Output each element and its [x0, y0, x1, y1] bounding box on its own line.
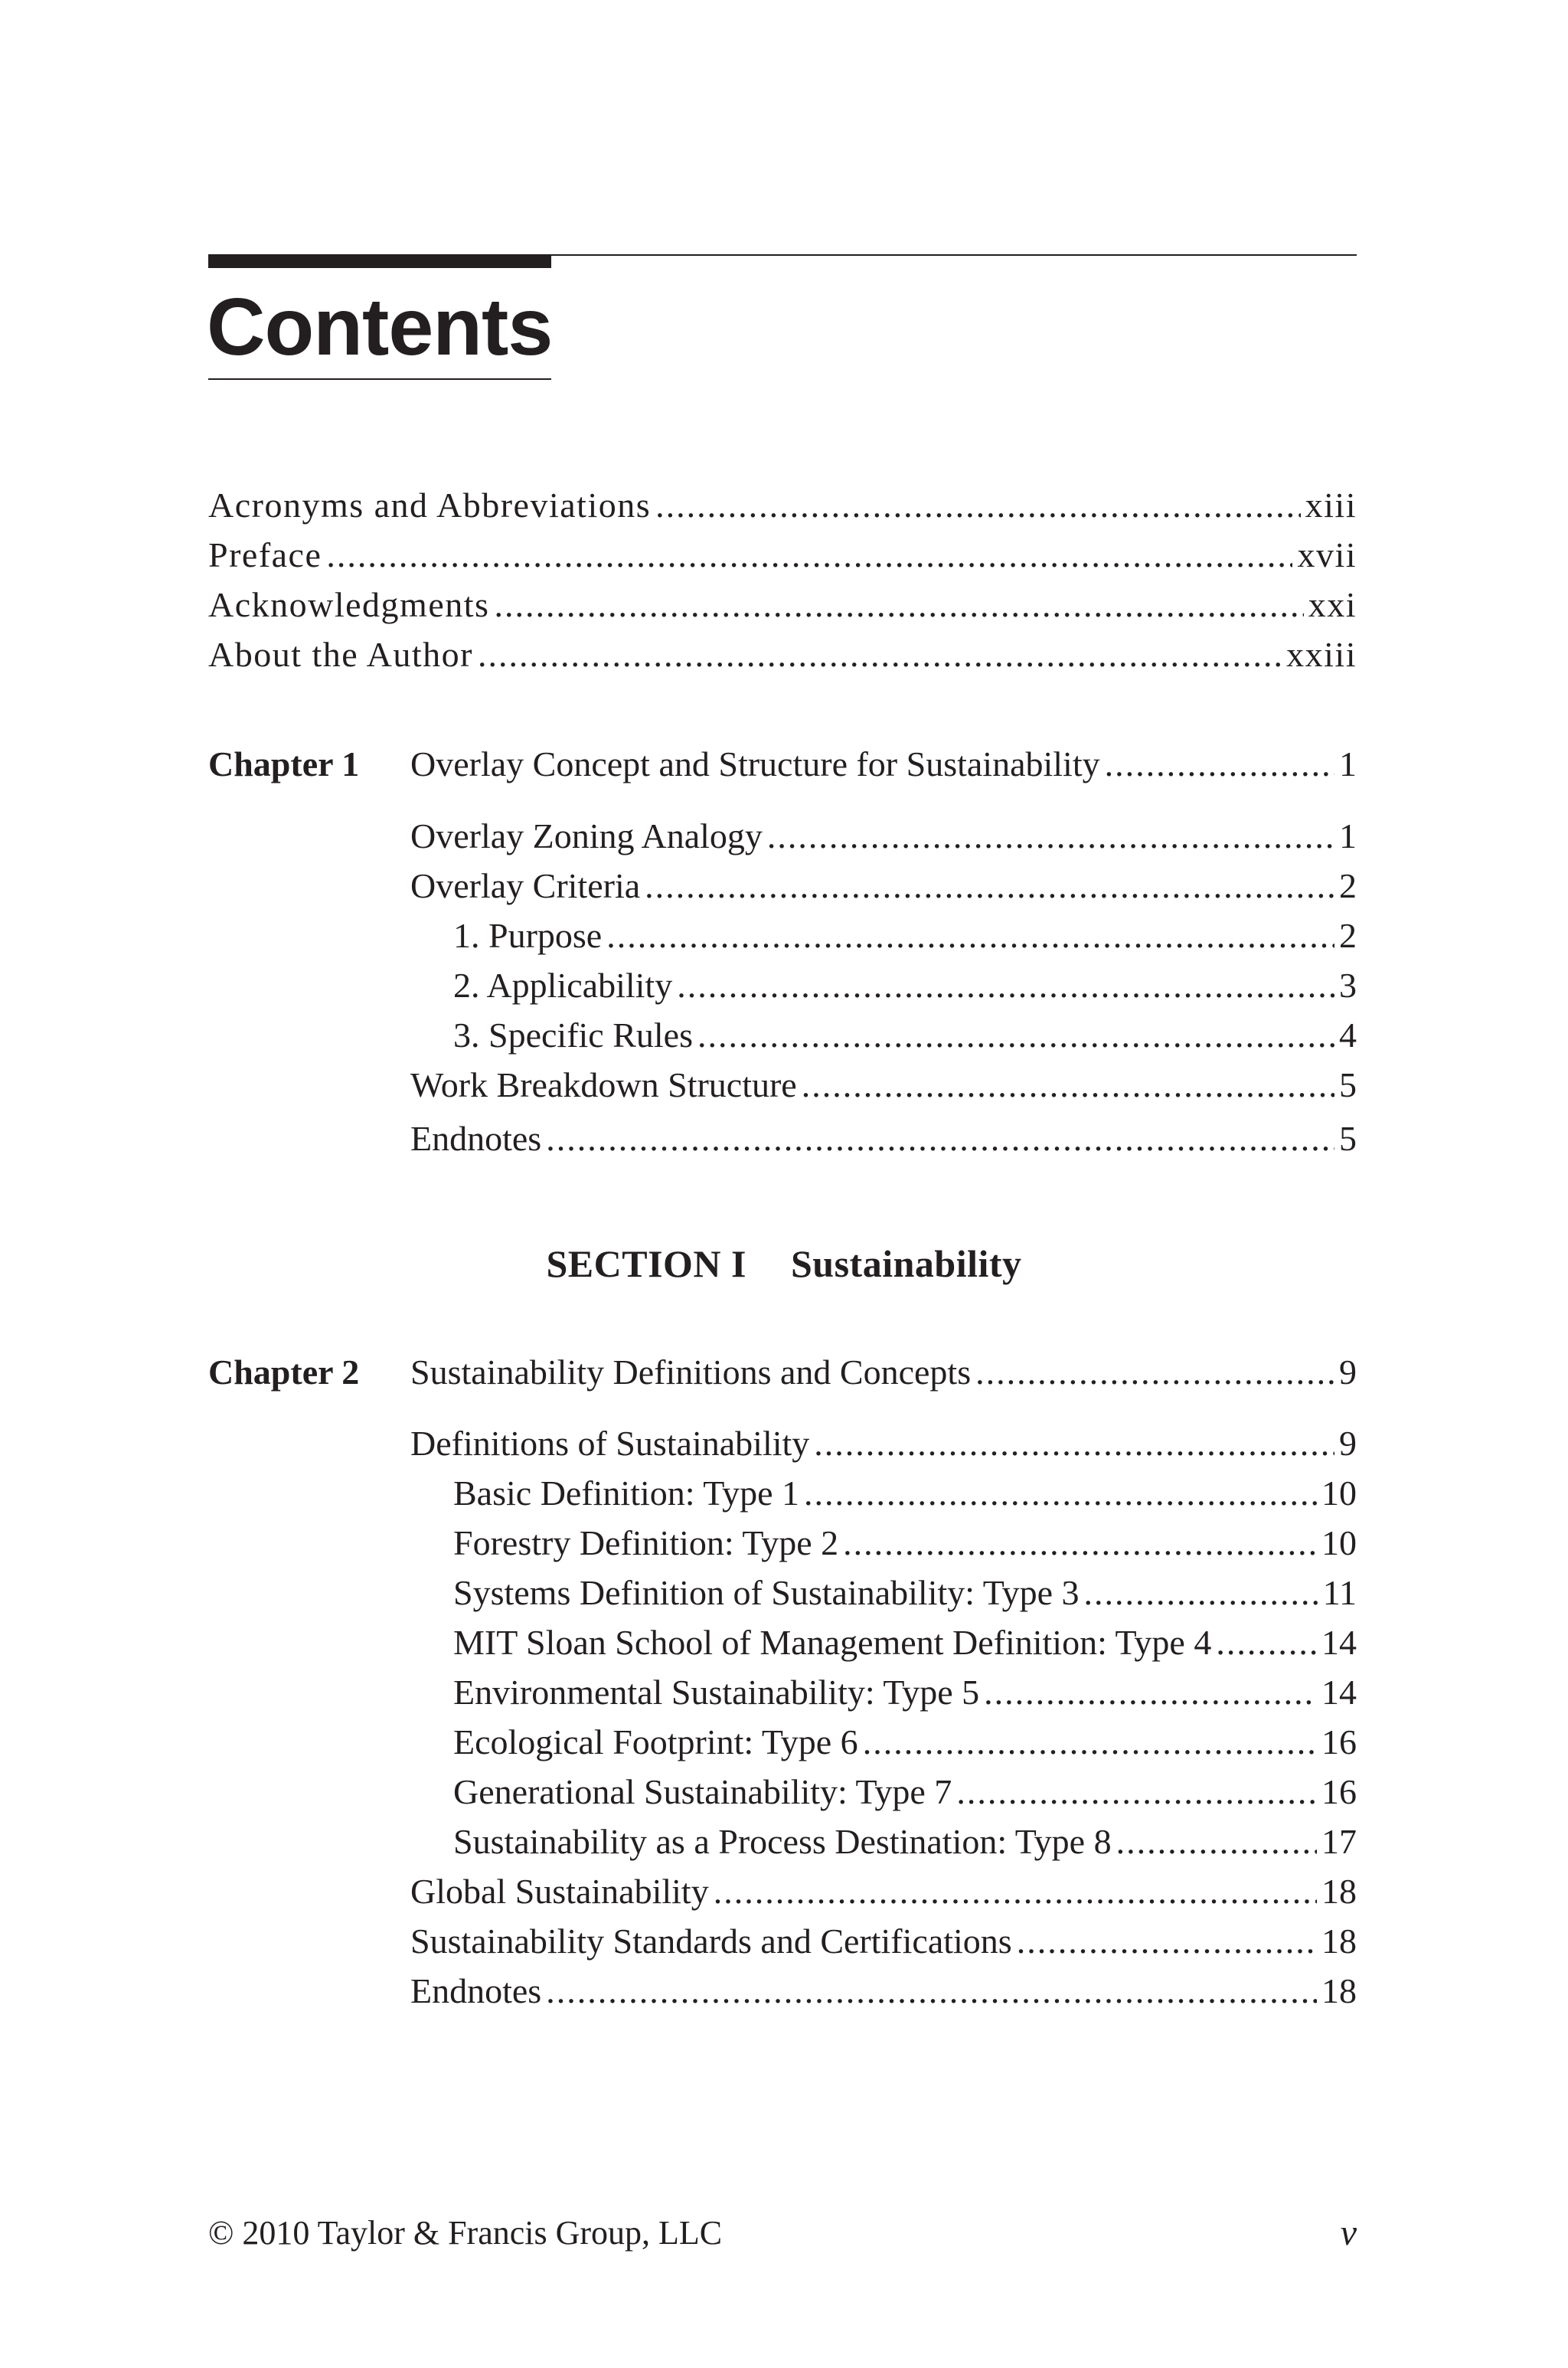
toc-entry[interactable] [410, 1116, 1357, 1162]
dot-leader [606, 913, 1334, 959]
toc-entry-label: Work Breakdown Structure [410, 1065, 797, 1104]
section-number: SECTION I [546, 1242, 746, 1285]
toc-entry-label: Sustainability Definitions and Concepts [410, 1352, 972, 1392]
dot-leader [546, 1968, 1317, 2014]
toc-page-number: 5 [1339, 1065, 1357, 1104]
dot-leader [956, 1769, 1317, 1815]
toc-entry[interactable] [410, 1869, 1357, 1915]
toc-entry-label: Forestry Definition: Type 2 [453, 1523, 839, 1562]
toc-page-number: 11 [1322, 1573, 1357, 1612]
toc-page-number: 18 [1321, 1922, 1357, 1961]
toc-entry[interactable] [410, 813, 1357, 859]
toc-page-number: 18 [1321, 1971, 1357, 2010]
dot-leader [975, 1349, 1334, 1395]
toc-entry-label: Sustainability Standards and Certifications [410, 1922, 1012, 1961]
toc-entry-about-author[interactable] [208, 632, 1357, 678]
toc-entry[interactable] [453, 1570, 1357, 1616]
toc-entry-label: Endnotes [410, 1971, 542, 2010]
dot-leader [1017, 1918, 1317, 1964]
copyright-notice: © 2010 Taylor & Francis Group, LLC [208, 2214, 723, 2252]
toc-entry[interactable] [410, 1918, 1357, 1964]
dot-leader [546, 1116, 1334, 1162]
toc-entry-label: Global Sustainability [410, 1872, 709, 1911]
dot-leader [494, 582, 1303, 628]
toc-page-number: 5 [1339, 1119, 1357, 1158]
toc-chapter-2[interactable] [410, 1349, 1357, 1395]
heading-thin-rule [208, 254, 1357, 256]
toc-entry-label: Definitions of Sustainability [410, 1424, 810, 1463]
dot-leader [1216, 1620, 1317, 1666]
dot-leader [1084, 1570, 1318, 1616]
page-title: Contents [207, 282, 553, 372]
toc-page-number: xxi [1308, 585, 1357, 624]
toc-page-number: 1 [1339, 816, 1357, 855]
toc-entry-label: 3. Specific Rules [453, 1016, 693, 1055]
dot-leader [802, 1062, 1334, 1108]
dot-leader [677, 963, 1334, 1009]
dot-leader [984, 1670, 1317, 1715]
toc-entry-label: Generational Sustainability: Type 7 [453, 1772, 952, 1811]
toc-entry[interactable] [453, 1012, 1357, 1058]
toc-entry-label: Overlay Zoning Analogy [410, 816, 763, 855]
title-underline [208, 378, 551, 380]
toc-entry-acronyms[interactable] [208, 482, 1357, 528]
toc-page-number: 17 [1321, 1822, 1357, 1861]
toc-page-number: xxiii [1286, 635, 1357, 674]
toc-entry-label: About the Author [208, 635, 473, 674]
toc-entry-label: Preface [208, 535, 322, 574]
toc-entry-label: Ecological Footprint: Type 6 [453, 1722, 858, 1761]
dot-leader [1105, 741, 1334, 787]
toc-page-number: 1 [1339, 744, 1357, 783]
toc-entry-label: Basic Definition: Type 1 [453, 1473, 800, 1513]
toc-entry-label: Endnotes [410, 1119, 542, 1158]
dot-leader [804, 1470, 1317, 1516]
toc-page-number: 3 [1339, 966, 1357, 1005]
toc-entry[interactable] [453, 1670, 1357, 1715]
dot-leader [714, 1869, 1317, 1915]
toc-entry-label: Acknowledgments [208, 585, 490, 624]
toc-entry-acknowledgments[interactable] [208, 582, 1357, 628]
toc-page-number: 14 [1321, 1673, 1357, 1712]
toc-entry-label: Overlay Concept and Structure for Sustainability [410, 744, 1100, 783]
dot-leader [655, 482, 1301, 528]
toc-page-number: 10 [1321, 1473, 1357, 1513]
dot-leader [478, 632, 1282, 678]
toc-page-number: xiii [1305, 486, 1357, 525]
toc-entry[interactable] [453, 963, 1357, 1009]
toc-entry[interactable] [410, 1968, 1357, 2014]
toc-entry[interactable] [410, 863, 1357, 909]
toc-page-number: 14 [1321, 1623, 1357, 1662]
page-number: v [1340, 2213, 1357, 2253]
dot-leader [843, 1520, 1317, 1566]
toc-page-number: 16 [1321, 1722, 1357, 1761]
toc-entry[interactable] [453, 1819, 1357, 1865]
toc-entry-label: Overlay Criteria [410, 866, 641, 905]
toc-entry[interactable] [453, 1620, 1357, 1666]
toc-page-number: 16 [1321, 1772, 1357, 1811]
toc-entry-label: 1. Purpose [453, 916, 603, 955]
toc-entry-preface[interactable] [208, 532, 1357, 578]
toc-page-number: 18 [1321, 1872, 1357, 1911]
toc-entry-label: 2. Applicability [453, 966, 673, 1005]
toc-page-number: 10 [1321, 1523, 1357, 1562]
dot-leader [645, 863, 1334, 909]
toc-chapter-1[interactable] [410, 741, 1357, 787]
toc-entry-label: Systems Definition of Sustainability: Type 3 [453, 1573, 1080, 1612]
toc-entry-label: Sustainability as a Process Destination: Type 8 [453, 1822, 1112, 1861]
chapter-2-label: Chapter 2 [208, 1352, 360, 1392]
toc-entry[interactable] [410, 1062, 1357, 1108]
toc-entry[interactable] [410, 1421, 1357, 1467]
chapter-1-label: Chapter 1 [208, 744, 360, 783]
dot-leader [863, 1719, 1317, 1765]
toc-entry[interactable] [453, 913, 1357, 959]
toc-entry-label: Environmental Sustainability: Type 5 [453, 1673, 980, 1712]
toc-page-number: 9 [1339, 1352, 1357, 1392]
toc-entry[interactable] [453, 1719, 1357, 1765]
toc-page-number: 4 [1339, 1016, 1357, 1055]
toc-entry[interactable] [453, 1470, 1357, 1516]
dot-leader [814, 1421, 1334, 1467]
toc-page-number: 9 [1339, 1424, 1357, 1463]
heading-thick-rule [208, 254, 551, 268]
dot-leader [697, 1012, 1334, 1058]
toc-page-number: xvii [1297, 535, 1357, 574]
dot-leader [1116, 1819, 1317, 1865]
toc-page-number: 2 [1339, 866, 1357, 905]
dot-leader [326, 532, 1292, 578]
toc-entry-label: Acronyms and Abbreviations [208, 486, 652, 525]
dot-leader [767, 813, 1334, 859]
toc-entry[interactable] [453, 1520, 1357, 1566]
toc-page-number: 2 [1339, 916, 1357, 955]
section-title: Sustainability [790, 1242, 1022, 1285]
section-heading[interactable] [0, 1239, 1568, 1288]
toc-entry-label: MIT Sloan School of Management Definition: Type 4 [453, 1623, 1212, 1662]
toc-entry[interactable] [453, 1769, 1357, 1815]
